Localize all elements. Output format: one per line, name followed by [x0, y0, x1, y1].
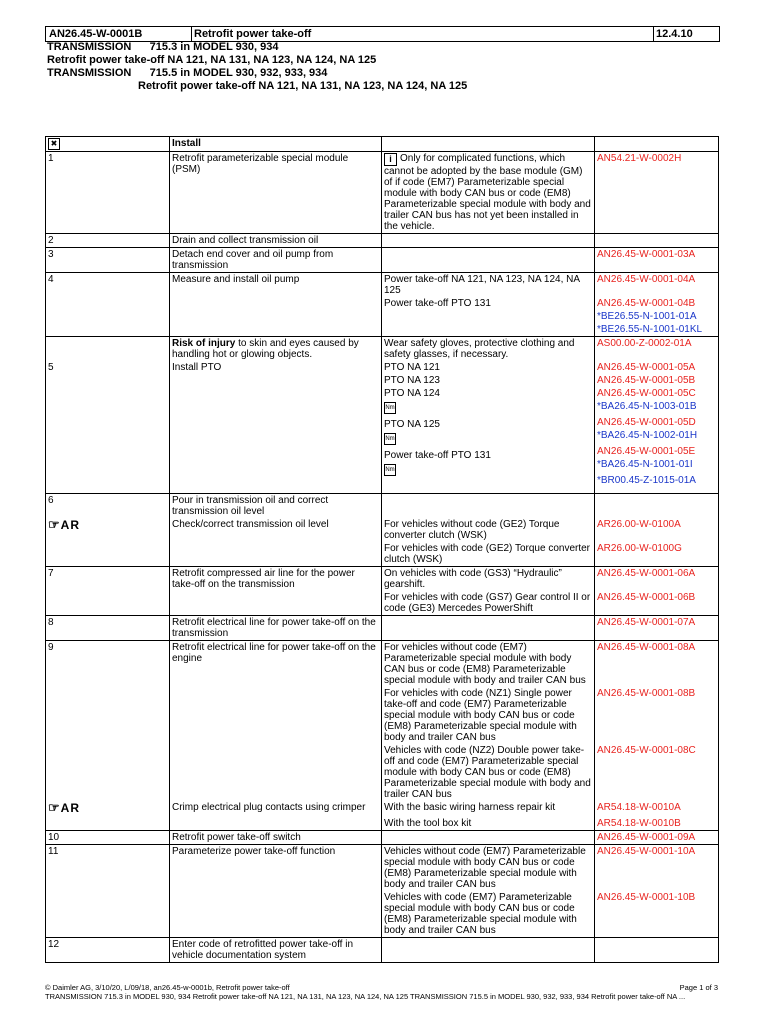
header-divider	[191, 27, 192, 41]
step-row-12	[46, 938, 719, 963]
table-header-row	[46, 137, 719, 152]
condition-text: With the tool box kit	[384, 818, 472, 829]
step-ref-link[interactable]: AR26.00-W-0100A	[597, 519, 681, 530]
footer-copyright: © Daimler AG, 3/10/20, L/09/18, an26.45-w-0001b, Retrofit power take-off	[45, 983, 290, 992]
procedure-table	[45, 136, 719, 963]
step-number: 4	[46, 273, 170, 337]
step-ref-link[interactable]: *BE26.55-N-1001-01KL	[597, 324, 703, 335]
doc-date: 12.4.10	[656, 28, 693, 40]
document-header	[45, 26, 720, 42]
header-divider	[653, 27, 654, 41]
step-row-10	[46, 831, 719, 845]
step-number: 1	[46, 152, 170, 234]
step-ref-link[interactable]: AR26.00-W-0100G	[597, 543, 682, 554]
step-number: 12	[46, 938, 170, 963]
step-ref-link[interactable]: *BE26.55-N-1001-01A	[597, 311, 697, 322]
step-row-8	[46, 616, 719, 641]
step-row-9	[46, 641, 719, 802]
step-ref-link[interactable]: AR54.18-W-0010A	[597, 802, 681, 813]
step-ref-link[interactable]: AS00.00-Z-0002-01A	[595, 337, 719, 362]
step-ref-link[interactable]: AN26.45-W-0001-06B	[597, 592, 696, 603]
condition-text: PTO NA 124	[384, 388, 440, 399]
toolbox-icon: ✖	[48, 138, 60, 150]
step-ref-link[interactable]: AN26.45-W-0001-08C	[597, 745, 696, 756]
condition-text: PTO NA 125	[384, 419, 440, 430]
step-ref-link[interactable]: AN26.45-W-0001-10A	[597, 846, 696, 857]
step-text: Measure and install oil pump	[170, 273, 382, 337]
step-ref-link[interactable]: AN26.45-W-0001-05A	[597, 362, 696, 373]
condition-text: For vehicles with code (NZ1) Single power take-off and code (EM7) Parameterizable special module with body CAN bus or code (EM8) Parameterizable special module with body and trailer CAN bus	[384, 688, 577, 743]
condition-text: With the basic wiring harness repair kit	[384, 802, 556, 813]
ar-hand-icon: ☞AR	[48, 800, 80, 815]
step-text: Retrofit electrical line for power take-off on the engine	[170, 641, 382, 802]
step-ref-link[interactable]: *BA26.45-N-1003-01B	[597, 401, 697, 412]
condition-text: For vehicles without code (EM7) Parameterizable special module with body CAN bus or code (EM8) Parameterizable special module with body and trailer CAN bus	[384, 642, 586, 686]
condition-text: Vehicles with code (NZ2) Double power take-off and code (EM7) Parameterizable special module with body CAN bus or code (EM8) Parameterizable special module with body and trailer CAN bus	[384, 745, 591, 800]
step-text: Detach end cover and oil pump from transmission	[170, 248, 382, 273]
footer-doc-summary: TRANSMISSION 715.3 in MODEL 930, 934 Retrofit power take-off NA 121, NA 131, NA 123, NA 124, NA 125 TRANSMISSION 715.5 in MODEL 930, 932, 933, 934 Retrofit power take-off NA ...	[45, 992, 686, 1001]
step-number: 5	[46, 361, 170, 494]
risk-advice: Wear safety gloves, protective clothing and safety glasses, if necessary.	[382, 337, 595, 362]
step-ref-link[interactable]: AN26.45-W-0001-04A	[597, 274, 696, 285]
step-ref-link[interactable]: AN26.45-W-0001-08B	[597, 688, 696, 699]
step-ref-link[interactable]: *BR00.45-Z-1015-01A	[597, 475, 696, 486]
step-number: 2	[46, 234, 170, 248]
step-ref-link[interactable]: AN26.45-W-0001-10B	[597, 892, 696, 903]
torque-nm-icon: Nm	[384, 433, 396, 445]
title-transmission-2: TRANSMISSION 715.5 in MODEL 930, 932, 933, 934	[47, 67, 328, 79]
doc-id: AN26.45-W-0001B	[49, 28, 143, 40]
step-ref-link[interactable]: AN26.45-W-0001-05E	[597, 446, 696, 457]
step-number: 3	[46, 248, 170, 273]
step-text: Retrofit parameterizable special module (PSM)	[170, 152, 382, 234]
step-row-5	[46, 361, 719, 494]
step-ref-link[interactable]: AN54.21-W-0002H	[595, 152, 719, 234]
torque-nm-icon: Nm	[384, 402, 396, 414]
step-number: 11	[46, 845, 170, 938]
step-text: Retrofit compressed air line for the power take-off on the transmission	[170, 567, 382, 616]
condition-text: Vehicles without code (EM7) Parameterizable special module with body CAN bus or code (EM8) Parameterizable special module with body and trailer CAN bus	[384, 846, 586, 890]
step-number: 10	[46, 831, 170, 845]
step-text: Retrofit electrical line for power take-off on the transmission	[170, 616, 382, 641]
ar-hand-icon: ☞AR	[48, 517, 80, 532]
risk-warning: Risk of injury to skin and eyes caused by handling hot or glowing objects.	[170, 337, 382, 362]
step-row-4	[46, 273, 719, 337]
step-ref-link[interactable]: AN26.45-W-0001-05C	[597, 388, 696, 399]
step-ref-link[interactable]: AN26.45-W-0001-09A	[595, 831, 719, 845]
step-ref-link[interactable]: AN26.45-W-0001-03A	[595, 248, 719, 273]
condition-text: For vehicles without code (GE2) Torque converter clutch (WSK)	[384, 519, 560, 541]
step-ref-link[interactable]: *BA26.45-N-1002-01H	[597, 430, 698, 441]
condition-text: For vehicles with code (GE2) Torque converter clutch (WSK)	[384, 543, 591, 565]
step-row-3	[46, 248, 719, 273]
step-number: 8	[46, 616, 170, 641]
doc-title: Retrofit power take-off	[194, 28, 312, 40]
step-row-9-sub	[46, 801, 719, 831]
step-text: Enter code of retrofitted power take-off in vehicle documentation system	[170, 938, 382, 963]
condition-text: For vehicles with code (GS7) Gear control II or code (GE3) Mercedes PowerShift	[384, 592, 591, 614]
step-text: Parameterize power take-off function	[170, 845, 382, 938]
install-heading: Install	[170, 137, 382, 152]
step-ref-link[interactable]: AN26.45-W-0001-07A	[595, 616, 719, 641]
step-number: 7	[46, 567, 170, 616]
step-row-1	[46, 152, 719, 234]
condition-text: Vehicles with code (EM7) Parameterizable special module with body CAN bus or code (EM8) Parameterizable special module with body and trailer CAN bus	[384, 892, 577, 936]
step-text: Retrofit power take-off switch	[170, 831, 382, 845]
step-number: 9	[46, 641, 170, 802]
condition-text: Power take-off NA 121, NA 123, NA 124, NA 125	[384, 274, 580, 296]
step-text: Install PTO	[170, 361, 382, 494]
step-row-2	[46, 234, 719, 248]
step-text: Drain and collect transmission oil	[170, 234, 382, 248]
step-note: Only for complicated functions, which cannot be adopted by the base module (GM) of if code (EM7) Parameterizable special module with body CAN bus or code (EM8) Parameterizable special module with body and trailer CAN bus has not yet been installed in the vehicle.	[384, 153, 591, 232]
footer-page-number: Page 1 of 3	[679, 983, 718, 992]
step-row-11	[46, 845, 719, 938]
step-subtext: Crimp electrical plug contacts using crimper	[170, 801, 382, 831]
condition-text: On vehicles with code (GS3) “Hydraulic” gearshift.	[384, 568, 562, 590]
step-ref-link[interactable]: AN26.45-W-0001-05D	[597, 417, 696, 428]
step-number: 6	[46, 494, 170, 519]
step-row-7	[46, 567, 719, 616]
step-ref-link[interactable]: AR54.18-W-0010B	[597, 818, 681, 829]
title-transmission-1: TRANSMISSION 715.3 in MODEL 930, 934	[47, 41, 279, 53]
step-text: Pour in transmission oil and correct transmission oil level	[170, 494, 382, 519]
step-ref-link[interactable]: AN26.45-W-0001-06A	[597, 568, 696, 579]
torque-nm-icon: Nm	[384, 464, 396, 476]
condition-text: PTO NA 123	[384, 375, 440, 386]
step-ref-link[interactable]: AN26.45-W-0001-08A	[597, 642, 696, 653]
step-subtext: Check/correct transmission oil level	[170, 518, 382, 567]
info-icon: i	[384, 153, 397, 166]
step-ref-link[interactable]: *BA26.45-N-1001-01I	[597, 459, 693, 470]
step-row-5-risk	[46, 337, 719, 362]
title-retrofit-2: Retrofit power take-off NA 121, NA 131, NA 123, NA 124, NA 125	[138, 80, 468, 92]
condition-text: Power take-off PTO 131	[384, 450, 491, 461]
step-ref-link[interactable]: AN26.45-W-0001-05B	[597, 375, 696, 386]
step-row-6	[46, 494, 719, 519]
step-ref-link[interactable]: AN26.45-W-0001-04B	[597, 298, 696, 309]
condition-text: Power take-off PTO 131	[384, 298, 491, 309]
title-retrofit-1: Retrofit power take-off NA 121, NA 131, NA 123, NA 124, NA 125	[47, 54, 377, 66]
condition-text: PTO NA 121	[384, 362, 440, 373]
step-row-6-sub	[46, 518, 719, 567]
